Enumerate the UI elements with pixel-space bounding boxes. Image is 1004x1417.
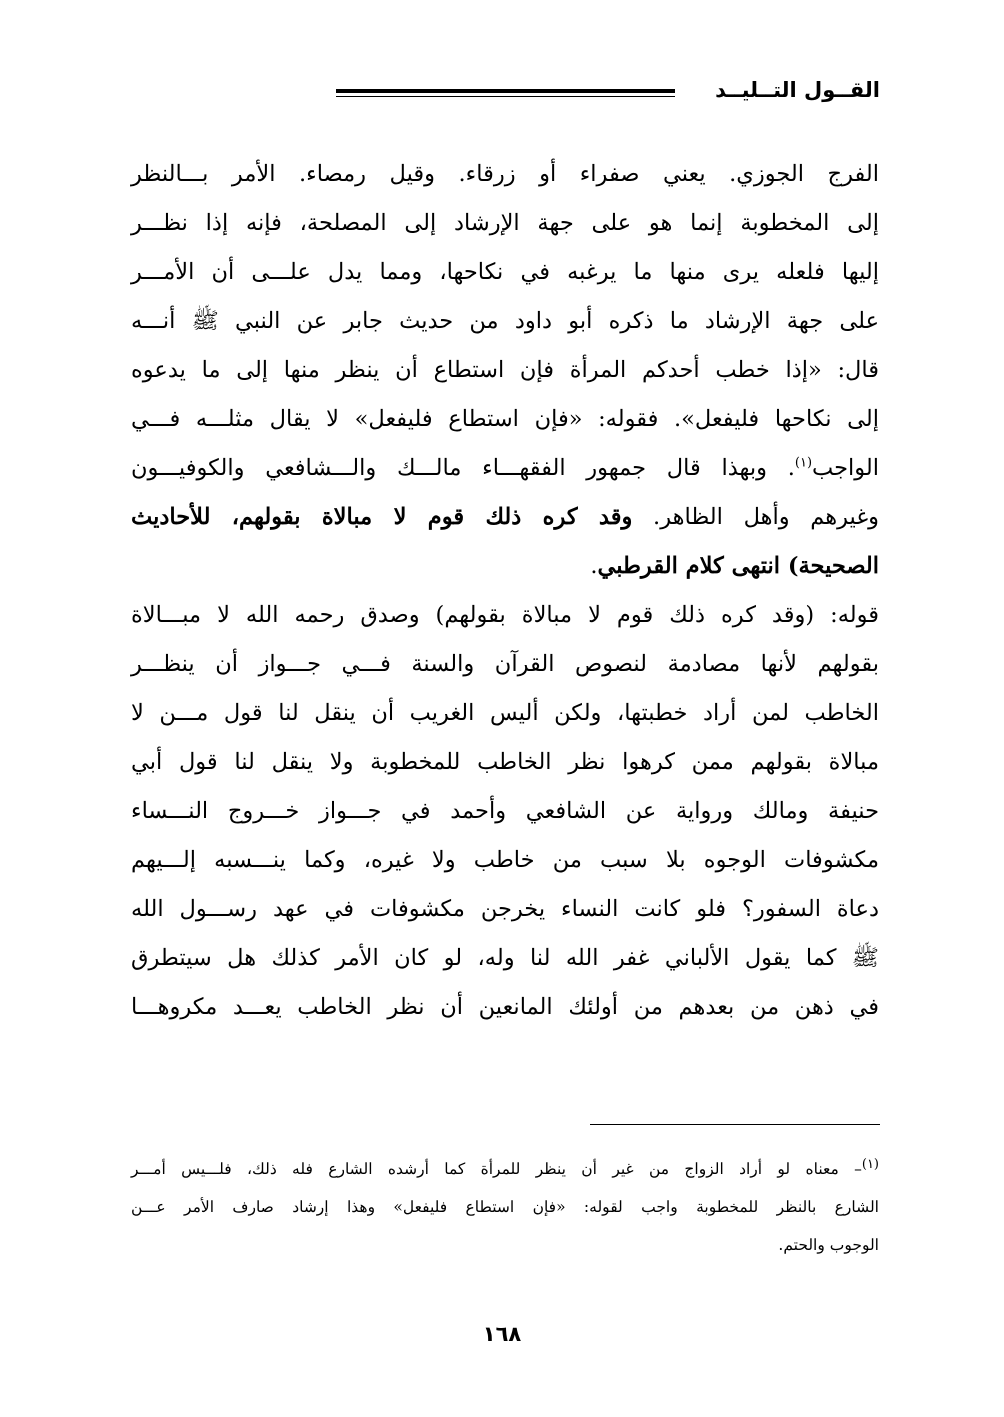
footnote-ref[interactable]: (١) xyxy=(794,455,813,471)
footnotes xyxy=(131,1150,879,1264)
footnote-marker: (١) xyxy=(861,1156,879,1172)
text-line: مبالاة بقولهم ممن كرهوا نظر الخاطب للمخطوبة ولا ينقل لنا قول أبي xyxy=(131,749,879,775)
main-text xyxy=(131,150,879,1032)
text-fragment: الواجب xyxy=(812,455,879,481)
text-line: حنيفة ومالك ورواية عن الشافعي وأحمد في جـــواز خـــروج النـــساء xyxy=(131,798,879,824)
text-line xyxy=(131,542,879,591)
book-title: القــول التــليــد xyxy=(715,78,880,102)
text-fragment: . وبهذا قال جمهور الفقهـــاء مالـــك والـــشافعي والكوفيـــون xyxy=(131,455,795,481)
text-fragment: وغيرهم وأهل الظاهر. xyxy=(632,504,879,530)
text-line: قال: «إذا خطب أحدكم المرأة فإن استطاع أن ينظر منها إلى ما يدعوه xyxy=(131,357,879,383)
text-line: إليها فلعله يرى منها ما يرغبه في نكاحها، ومما يدل علـــى أن الأمـــر xyxy=(131,259,879,285)
bold-quote: الصحيحة) انتهى كلام القرطبي xyxy=(597,553,879,579)
footnote-line: الوجوب والحتم. xyxy=(778,1236,879,1254)
text-line: الخاطب لمن أراد خطبتها، ولكن أليس الغريب أن ينقل لنا قول مـــن لا xyxy=(131,700,879,726)
text-line xyxy=(131,444,879,493)
text-line: في ذهن من بعدهم من أولئك المانعين أن نظر الخاطب يعـــد مكروهـــا xyxy=(131,994,879,1020)
text-line: دعاة السفور؟ فلو كانت النساء يخرجن مكشوفات في عهد رســـول الله xyxy=(131,896,879,922)
text-line xyxy=(131,493,879,542)
text-line: على جهة الإرشاد ما ذكره أبو داود من حديث جابر عن النبي ﷺ أنـــه xyxy=(131,308,879,334)
text-line: إلى نكاحها فليفعل». فقوله: «فإن استطاع فليفعل» لا يقال مثلـــه فـــي xyxy=(131,406,879,432)
text-fragment: . xyxy=(590,553,598,579)
footnote-text: – معناه لو أراد الزواج من غير أن ينظر للمرأة كما أرشده الشارع فله ذلك، فلـــيس أمـــر xyxy=(131,1160,862,1178)
text-line: مكشوفات الوجوه بلا سبب من خاطب ولا غيره، وكما ينـــسبه إلـــيهم xyxy=(131,847,879,873)
footnote-line xyxy=(131,1150,879,1188)
text-line: إلى المخطوبة إنما هو على جهة الإرشاد إلى المصلحة، فإنه إذا نظـــر xyxy=(131,210,879,236)
footnote-line: الشارع بالنظر للمخطوبة واجب لقوله: «فإن استطاع فليفعل» وهذا إرشاد صارف الأمر عـــن xyxy=(131,1198,879,1216)
text-line: الفرج الجوزي. يعني صفراء أو زرقاء. وقيل رمصاء. الأمر بـــالنظر xyxy=(131,161,879,187)
text-line: ﷺ كما يقول الألباني غفر الله لنا وله، لو كان الأمر كذلك هل سيتطرق xyxy=(131,945,879,971)
text-line: بقولهم لأنها مصادمة لنصوص القرآن والسنة فـــي جـــواز أن ينظـــر xyxy=(131,651,879,677)
running-header xyxy=(128,76,880,104)
header-rule xyxy=(336,89,675,97)
footnote-separator xyxy=(590,1124,880,1125)
text-line: قوله: (وقد كره ذلك قوم لا مبالاة بقولهم) وصدق رحمه الله لا مبـــالاة xyxy=(131,602,879,628)
page-number: ١٦٨ xyxy=(482,1322,522,1346)
bold-quote: وقد كره ذلك قوم لا مبالاة بقولهم، للأحاديث xyxy=(131,504,633,530)
